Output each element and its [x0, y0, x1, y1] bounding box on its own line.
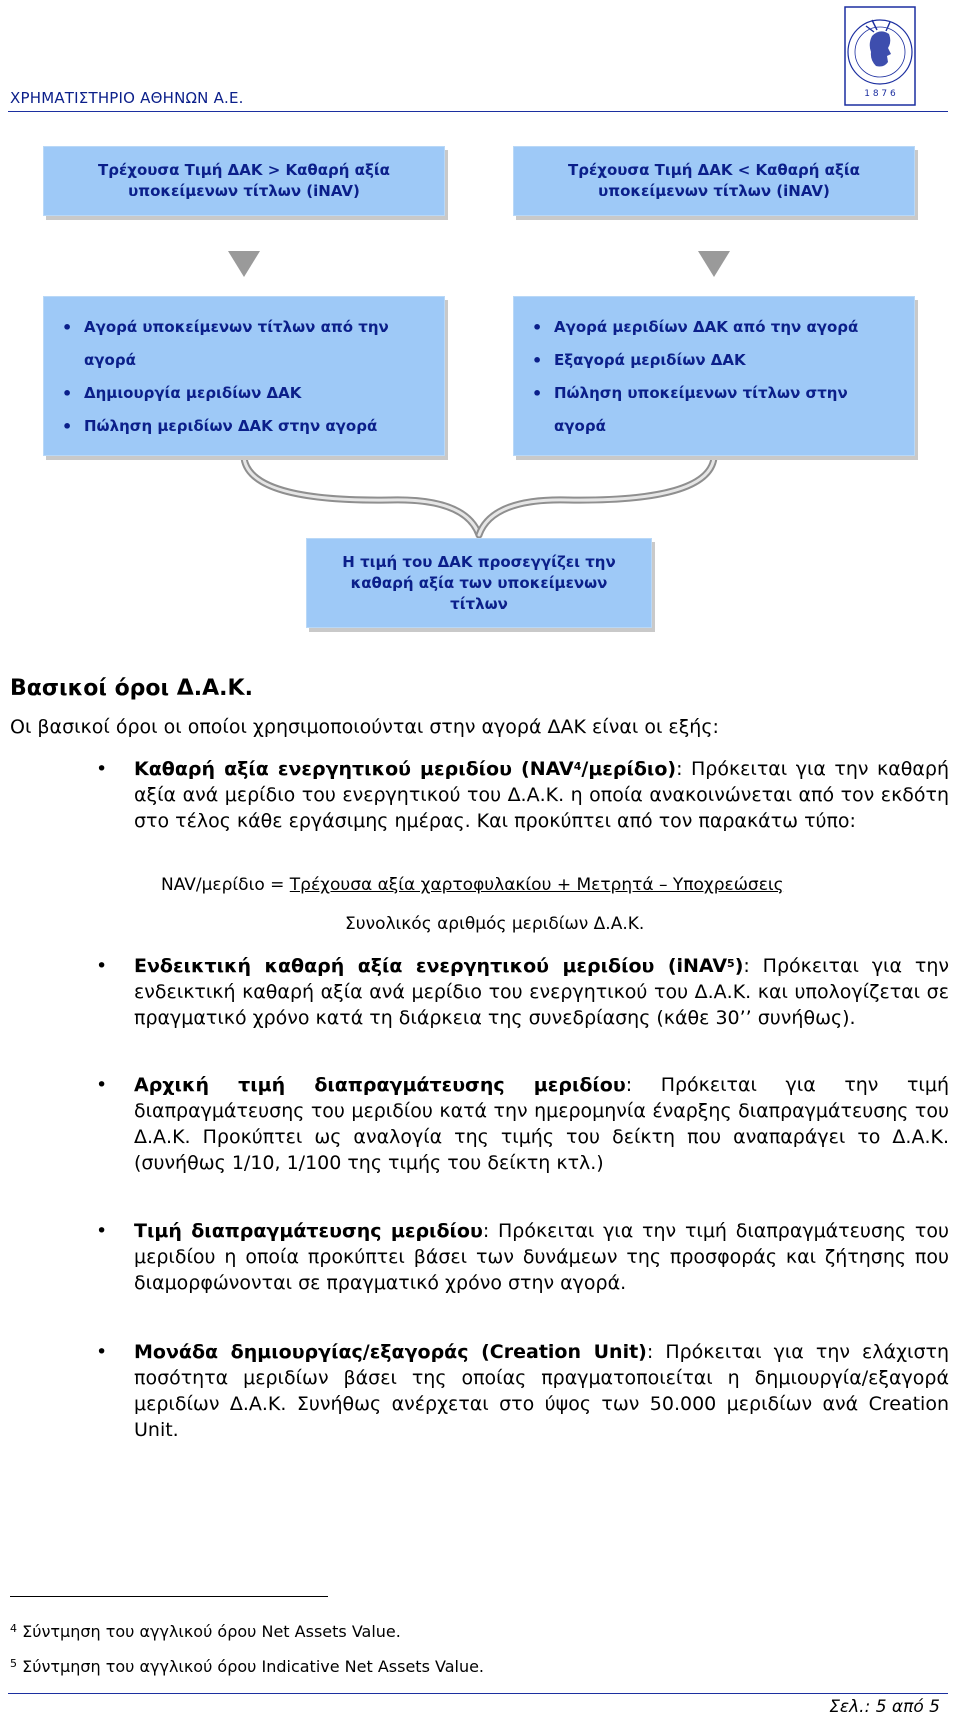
svg-text:1 8 7 6: 1 8 7 6 [864, 89, 896, 99]
condition-box-discount [513, 146, 915, 216]
result-box [306, 538, 652, 628]
header-title: ΧΡΗΜΑΤΙΣΤΗΡΙΟ ΑΘΗΝΩΝ Α.Ε. [10, 89, 244, 107]
bullet-icon: • [96, 955, 108, 977]
condition-premium-line2: υποκείμενων τίτλων (iNAV) [128, 182, 360, 200]
action-create-item: • Δημιουργία μεριδίων ΔΑΚ [58, 377, 426, 410]
section-heading: Βασικοί όροι Δ.Α.Κ. [10, 676, 253, 701]
term-trading-text: : Πρόκειται για την τιμή διαπραγμάτευσης του μεριδίου η οποία προκύπτει βάσει των δυνάμεων της προσφοράς και ζήτησης που διαμορφώνονται σε πραγματικό χρόνο στην αγορά. [134, 1220, 949, 1294]
term-creation-title: Μονάδα δημιουργίας/εξαγοράς (Creation Unit) [134, 1341, 647, 1363]
bullet-icon: • [96, 1341, 108, 1363]
term-initial-text: : Πρόκειται για την τιμή διαπραγμάτευσης του μεριδίου κατά την ημερομηνία έναρξης διαπραγμάτευσης του Δ.Α.Κ. Προκύπτει ως αναλογία της τιμής του δείκτη που αναπαράγει το Δ.Α.Κ. (συνήθως 1/10, 1/100 της τιμής του δείκτη κτλ.) [134, 1074, 949, 1174]
page-number: Σελ.: 5 από 5 [829, 1697, 940, 1717]
nav-formula [161, 875, 784, 895]
merge-curve-left [244, 458, 479, 535]
merge-curve-right [479, 458, 714, 535]
action-redeem-item: • Αγορά μεριδίων ΔΑΚ από την αγορά [528, 311, 896, 344]
athens-exchange-logo [844, 6, 916, 106]
condition-box-premium [43, 146, 445, 216]
down-arrow-right [698, 251, 730, 277]
section-intro: Οι βασικοί όροι οι οποίοι χρησιμοποιούνται στην αγορά ΔΑΚ είναι οι εξής: [10, 716, 719, 738]
condition-discount-line1: Τρέχουσα Τιμή ΔΑΚ < Καθαρή αξία [567, 161, 860, 179]
bullet-icon: • [96, 1220, 108, 1242]
term-inav-text: : Πρόκειται για την ενδεικτική καθαρή αξία ανά μερίδιο του ενεργητικού του Δ.Α.Κ. και υπολογίζεται σε πραγματικό χρόνο κατά τη διάρκεια της συνεδρίασης (κάθε 30’’ συνήθως). [134, 955, 949, 1029]
term-nav-text: : Πρόκειται για την καθαρή αξία ανά μερίδιο του ενεργητικού του Δ.Α.Κ. η οποία ανακοινώνεται από τον εκδότη στο τέλος κάθε εργάσιμης ημέρας. Και προκύπτει από τον παρακάτω τύπο: [134, 758, 949, 832]
term-creation-unit [96, 1339, 949, 1443]
condition-premium-line1: Τρέχουσα Τιμή ΔΑΚ > Καθαρή αξία [97, 161, 390, 179]
footnote-ref-4: 4 [573, 760, 582, 773]
footnote-4: $^4$ Σύντμηση του αγγλικού όρου Net Assets Value. [10, 1622, 401, 1641]
footnote-ref-5: 5 [727, 957, 735, 970]
action-create-item: • Πώληση μεριδίων ΔΑΚ στην αγορά [58, 410, 426, 443]
term-trading-price [96, 1218, 949, 1296]
formula-lhs: NAV/μερίδιο = [161, 875, 290, 895]
down-arrow-left [228, 251, 260, 277]
formula-numerator: Τρέχουσα αξία χαρτοφυλακίου + Μετρητά – Υποχρεώσεις [289, 875, 784, 895]
term-nav-title: Καθαρή αξία ενεργητικού μεριδίου (NAV$^4$/μερίδιο) [134, 758, 677, 780]
term-trading-title: Τιμή διαπραγμάτευσης μεριδίου [134, 1220, 483, 1242]
result-line1: Η τιμή του ΔΑΚ προσεγγίζει την [342, 552, 616, 571]
condition-discount-line2: υποκείμενων τίτλων (iNAV) [598, 182, 830, 200]
term-nav [96, 756, 949, 834]
term-inav [96, 953, 949, 1031]
formula-denominator: Συνολικός αριθμός μεριδίων Δ.Α.Κ. [345, 914, 645, 934]
action-redeem-item: • Εξαγορά μεριδίων ΔΑΚ [528, 344, 896, 377]
term-inav-title: Ενδεικτική καθαρή αξία ενεργητικού μεριδίου (iNAV$^5$) [134, 955, 744, 977]
header-rule [8, 111, 948, 112]
term-initial-title: Αρχική τιμή διαπραγμάτευσης μεριδίου [134, 1074, 626, 1096]
page-rule [8, 1693, 948, 1694]
action-box-create [43, 296, 445, 456]
action-box-redeem [513, 296, 915, 456]
bullet-icon: • [96, 758, 108, 780]
term-initial-price [96, 1072, 949, 1176]
action-redeem-item: • Πώληση υποκείμενων τίτλων στην αγορά [528, 377, 896, 443]
footnote-rule [10, 1596, 328, 1597]
bullet-icon: • [96, 1074, 108, 1096]
result-line3: τίτλων [450, 594, 508, 613]
term-creation-text: : Πρόκειται για την ελάχιστη ποσότητα μεριδίων βάσει της οποίας πραγματοποιείται η δημιουργία/εξαγορά μεριδίων Δ.Α.Κ. Συνήθως ανέρχεται στο ύψος των 50.000 μεριδίων ανά Creation Unit. [134, 1341, 949, 1441]
action-create-item: • Αγορά υποκείμενων τίτλων από την αγορά [58, 311, 426, 377]
footnote-5: $^5$ Σύντμηση του αγγλικού όρου Indicative Net Assets Value. [10, 1657, 485, 1676]
result-line2: καθαρή αξία των υποκείμενων [350, 573, 608, 592]
